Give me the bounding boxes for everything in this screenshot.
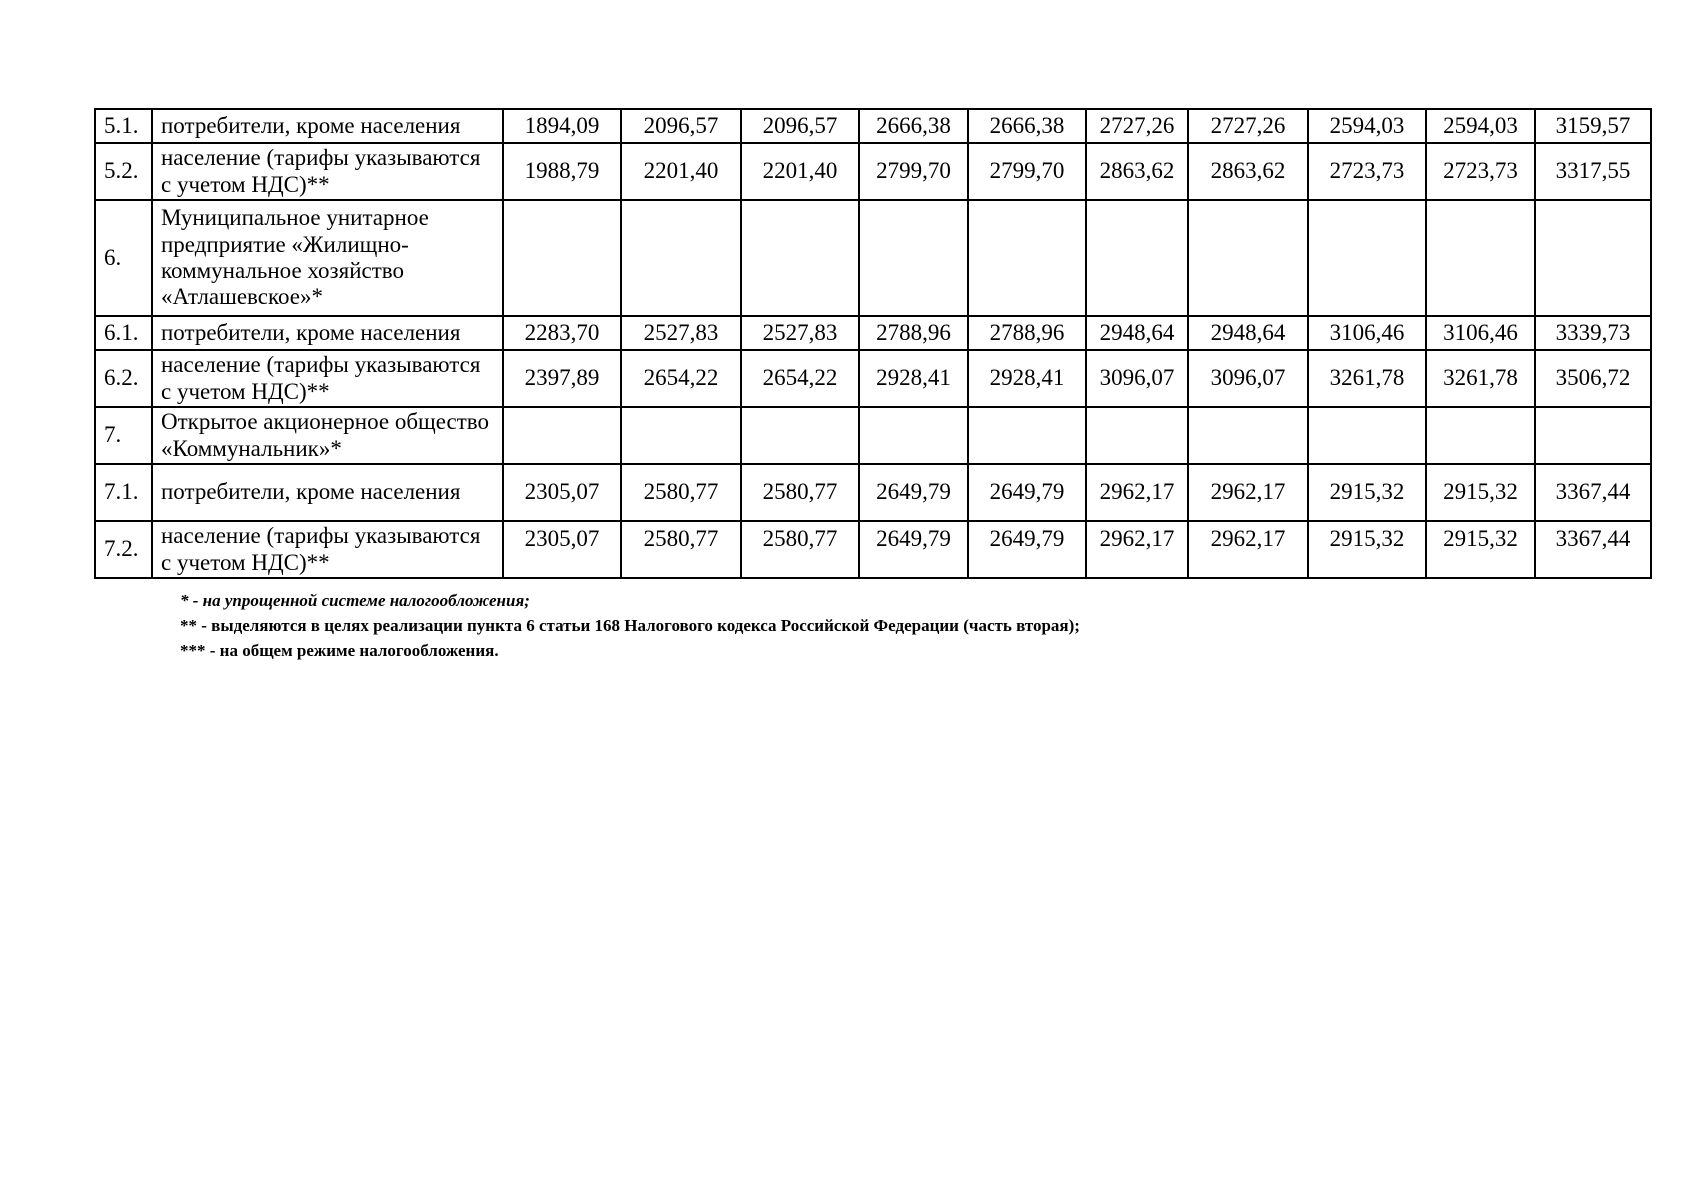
tariff-value-cell: 2580,77 <box>621 521 741 578</box>
tariff-value-cell: 2915,32 <box>1308 464 1426 521</box>
tariff-value-cell <box>1426 200 1535 316</box>
tariff-value-cell: 2594,03 <box>1426 109 1535 143</box>
tariff-value-cell <box>859 407 968 464</box>
tariff-value-cell <box>741 407 859 464</box>
row-consumer-name: население (тарифы указываются с учетом НДС)** <box>152 521 503 578</box>
tariff-value-cell: 3106,46 <box>1308 316 1426 350</box>
tariff-value-cell: 2527,83 <box>621 316 741 350</box>
tariff-value-cell: 1894,09 <box>503 109 621 143</box>
footnotes <box>180 588 1080 663</box>
row-consumer-name: население (тарифы указываются с учетом НДС)** <box>152 350 503 407</box>
table-row <box>95 316 1651 350</box>
tariff-value-cell: 3367,44 <box>1535 464 1651 521</box>
tariff-value-cell: 2201,40 <box>621 143 741 200</box>
tariff-value-cell: 2580,77 <box>741 521 859 578</box>
tariff-value-cell <box>1426 407 1535 464</box>
tariff-value-cell <box>741 200 859 316</box>
tariff-value-cell <box>1086 407 1188 464</box>
tariff-value-cell: 2580,77 <box>741 464 859 521</box>
tariff-value-cell: 2096,57 <box>621 109 741 143</box>
tariff-value-cell: 2527,83 <box>741 316 859 350</box>
tariff-value-cell: 3159,57 <box>1535 109 1651 143</box>
tariff-value-cell: 2654,22 <box>741 350 859 407</box>
tariff-value-cell: 2928,41 <box>859 350 968 407</box>
tariff-value-cell <box>1535 200 1651 316</box>
row-number: 6. <box>95 200 152 316</box>
tariff-value-cell: 2723,73 <box>1308 143 1426 200</box>
tariff-value-cell: 3339,73 <box>1535 316 1651 350</box>
tariff-value-cell <box>859 200 968 316</box>
tariff-value-cell: 2788,96 <box>968 316 1086 350</box>
row-number: 5.2. <box>95 143 152 200</box>
tariff-value-cell: 3367,44 <box>1535 521 1651 578</box>
row-consumer-name: потребители, кроме населения <box>152 316 503 350</box>
tariff-value-cell: 3096,07 <box>1086 350 1188 407</box>
tariff-table <box>94 108 1652 579</box>
tariff-value-cell: 2397,89 <box>503 350 621 407</box>
table-row <box>95 521 1651 578</box>
tariff-value-cell: 2649,79 <box>968 464 1086 521</box>
tariff-value-cell: 2863,62 <box>1086 143 1188 200</box>
tariff-value-cell: 2649,79 <box>859 521 968 578</box>
tariff-value-cell: 2788,96 <box>859 316 968 350</box>
tariff-value-cell <box>621 200 741 316</box>
tariff-value-cell: 2962,17 <box>1086 464 1188 521</box>
tariff-value-cell: 2727,26 <box>1086 109 1188 143</box>
tariff-value-cell: 2915,32 <box>1308 521 1426 578</box>
row-number: 7.1. <box>95 464 152 521</box>
tariff-value-cell <box>1188 200 1308 316</box>
tariff-value-cell <box>1086 200 1188 316</box>
tariff-value-cell <box>1308 407 1426 464</box>
tariff-value-cell: 3261,78 <box>1308 350 1426 407</box>
tariff-value-cell: 2654,22 <box>621 350 741 407</box>
tariff-value-cell <box>1188 407 1308 464</box>
footnote-double-star: ** - выделяются в целях реализации пункта 6 статьи 168 Налогового кодекса Российской Федерации (часть вторая); <box>180 616 1080 635</box>
tariff-value-cell: 2962,17 <box>1086 521 1188 578</box>
row-consumer-name: население (тарифы указываются с учетом НДС)** <box>152 143 503 200</box>
footnote-triple-star: *** - на общем режиме налогообложения. <box>180 641 499 660</box>
tariff-value-cell: 2666,38 <box>968 109 1086 143</box>
row-number: 6.2. <box>95 350 152 407</box>
table-row <box>95 464 1651 521</box>
table-row <box>95 200 1651 316</box>
row-consumer-name: потребители, кроме населения <box>152 109 503 143</box>
row-consumer-name: Муниципальное унитарное предприятие «Жилищно-коммунальное хозяйство «Атлашевское»* <box>152 200 503 316</box>
tariff-value-cell: 2723,73 <box>1426 143 1535 200</box>
table-row <box>95 109 1651 143</box>
row-number: 7.2. <box>95 521 152 578</box>
tariff-value-cell <box>503 200 621 316</box>
tariff-value-cell: 2948,64 <box>1188 316 1308 350</box>
tariff-value-cell: 2962,17 <box>1188 521 1308 578</box>
tariff-value-cell <box>1308 200 1426 316</box>
tariff-value-cell: 2928,41 <box>968 350 1086 407</box>
tariff-value-cell: 3106,46 <box>1426 316 1535 350</box>
tariff-value-cell <box>621 407 741 464</box>
tariff-value-cell: 2594,03 <box>1308 109 1426 143</box>
tariff-value-cell: 2666,38 <box>859 109 968 143</box>
tariff-value-cell: 2962,17 <box>1188 464 1308 521</box>
tariff-value-cell: 2915,32 <box>1426 464 1535 521</box>
tariff-value-cell: 3096,07 <box>1188 350 1308 407</box>
tariff-value-cell: 3261,78 <box>1426 350 1535 407</box>
tariff-value-cell: 1988,79 <box>503 143 621 200</box>
table-row <box>95 407 1651 464</box>
table-row <box>95 350 1651 407</box>
tariff-value-cell: 2305,07 <box>503 521 621 578</box>
tariff-value-cell: 2201,40 <box>741 143 859 200</box>
tariff-value-cell: 2283,70 <box>503 316 621 350</box>
tariff-value-cell: 2799,70 <box>859 143 968 200</box>
tariff-value-cell: 2096,57 <box>741 109 859 143</box>
row-consumer-name: Открытое акционерное общество «Коммунальник»* <box>152 407 503 464</box>
tariff-value-cell: 2649,79 <box>968 521 1086 578</box>
table-row <box>95 143 1651 200</box>
tariff-value-cell <box>503 407 621 464</box>
footnote-single-star: * - на упрощенной системе налогообложения; <box>180 591 530 610</box>
row-consumer-name: потребители, кроме населения <box>152 464 503 521</box>
tariff-value-cell: 2863,62 <box>1188 143 1308 200</box>
tariff-value-cell: 2580,77 <box>621 464 741 521</box>
tariff-value-cell <box>1535 407 1651 464</box>
row-number: 5.1. <box>95 109 152 143</box>
tariff-value-cell: 3317,55 <box>1535 143 1651 200</box>
tariff-value-cell: 2915,32 <box>1426 521 1535 578</box>
row-number: 6.1. <box>95 316 152 350</box>
tariff-value-cell: 2799,70 <box>968 143 1086 200</box>
tariff-value-cell: 3506,72 <box>1535 350 1651 407</box>
tariff-value-cell: 2305,07 <box>503 464 621 521</box>
tariff-value-cell: 2649,79 <box>859 464 968 521</box>
tariff-value-cell: 2727,26 <box>1188 109 1308 143</box>
tariff-value-cell: 2948,64 <box>1086 316 1188 350</box>
row-number: 7. <box>95 407 152 464</box>
table-body <box>95 109 1651 578</box>
tariff-value-cell <box>968 200 1086 316</box>
tariff-value-cell <box>968 407 1086 464</box>
